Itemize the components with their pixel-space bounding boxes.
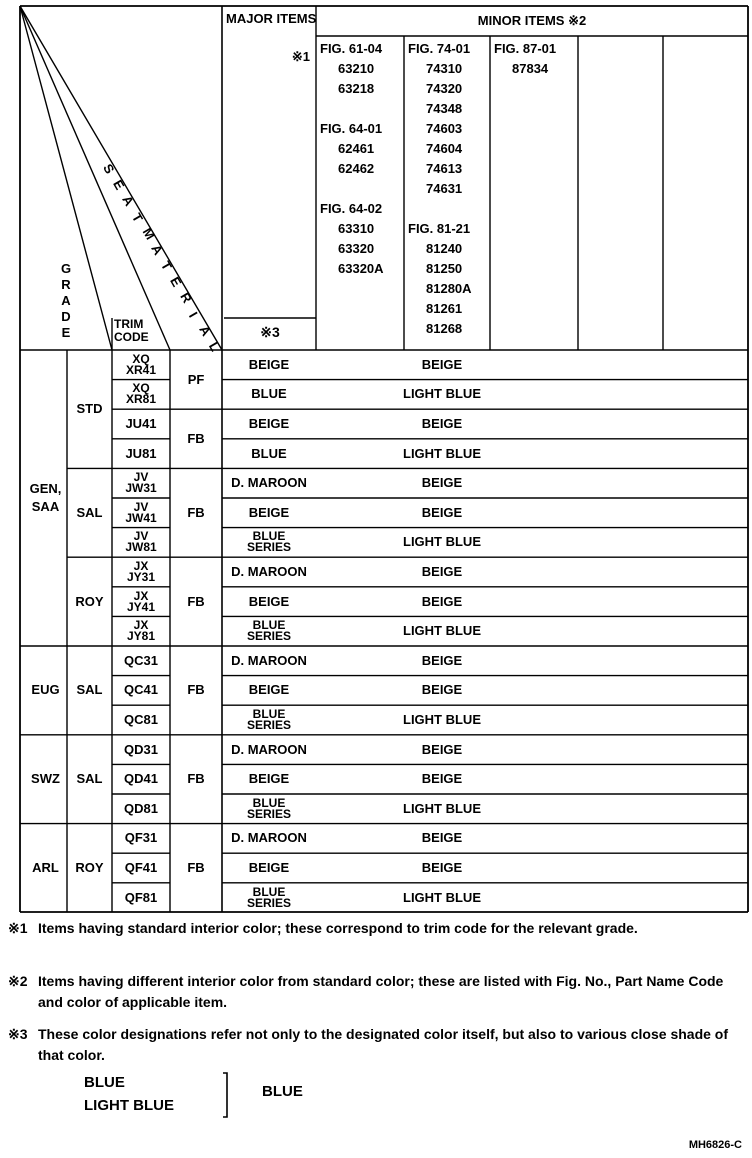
seat-material-letter: A	[119, 193, 138, 209]
trim-code-line: JV	[133, 499, 149, 514]
minor-item-line: 63320	[338, 241, 375, 256]
seat-material-letter: A	[196, 322, 215, 339]
subgrade-cell: SAL	[76, 771, 103, 787]
trim-code-cell: JU41	[125, 415, 157, 431]
minor-item-column	[408, 39, 472, 339]
major-color-cell: D. MAROON	[231, 652, 307, 668]
color-group-result: BLUE	[262, 1083, 303, 1100]
minor-item-line: 81280A	[426, 281, 472, 296]
subgrade-cell: SAL	[76, 682, 103, 698]
trim-code-line: JX	[133, 558, 149, 573]
minor-color-cell: BEIGE	[421, 356, 463, 372]
trim-code-line: JW41	[125, 510, 157, 525]
trim-code-cell: QD41	[124, 771, 158, 787]
footnote	[8, 918, 748, 964]
trim-code-line: JV	[133, 529, 149, 544]
footnote-text: Items having different interior color from standard color; these are listed with Fig. No., Part Name Code and color of applicable item.	[38, 973, 724, 1010]
trim-code-line: XR41	[125, 362, 157, 377]
minor-color-cell: LIGHT BLUE	[403, 800, 481, 816]
major-color-cell: BEIGE	[248, 682, 290, 698]
major-color-cell: D. MAROON	[231, 741, 307, 757]
seat-material-letter: S	[100, 161, 118, 177]
subgrade-cell: SAL	[76, 504, 103, 520]
document-code: MH6826-C	[688, 1139, 742, 1151]
subgrade-cell: ROY	[75, 859, 104, 875]
minor-item-line: FIG. 74-01	[408, 41, 471, 56]
minor-color-cell: LIGHT BLUE	[403, 386, 481, 402]
major-color-cell: BEIGE	[248, 859, 290, 875]
grade-cell: SWZ	[31, 771, 60, 787]
major-color-cell: BLUE	[251, 386, 287, 402]
minor-item-line: 63218	[338, 81, 375, 96]
seat-material-letter: E	[167, 274, 185, 290]
major-color-cell: BEIGE	[248, 771, 290, 787]
major-color-cell: BEIGE	[248, 415, 290, 431]
trim-code-cell	[112, 616, 170, 646]
grade-letter: R	[61, 277, 71, 292]
minor-item-line: 74320	[426, 81, 463, 96]
trim-code-cell	[112, 528, 170, 558]
minor-color-cell: BEIGE	[421, 504, 463, 520]
minor-item-line: 81261	[426, 301, 463, 316]
trim-code-line: JX	[133, 618, 149, 633]
grade-letter: A	[61, 293, 71, 308]
major-color-cell: D. MAROON	[231, 475, 307, 491]
seat-material-letter: L	[205, 339, 223, 354]
trim-code-line: JY81	[126, 629, 156, 644]
major-color-cell	[222, 705, 316, 735]
major-color-line: SERIES	[246, 540, 291, 555]
minor-color-cell: BEIGE	[421, 415, 463, 431]
minor-item-line: 81268	[426, 321, 463, 336]
major-color-line: SERIES	[246, 895, 291, 910]
minor-item-line: 74604	[426, 141, 463, 156]
seat-material-cell: FB	[187, 504, 205, 520]
major-color-line: SERIES	[246, 717, 291, 732]
trim-code-header: TRIM CODE	[114, 317, 149, 344]
trim-code-line: XQ	[132, 351, 150, 366]
seat-material-letter: A	[148, 241, 167, 258]
minor-item-line: 81240	[426, 241, 463, 256]
major-color-cell	[222, 794, 316, 824]
trim-code-line: JX	[133, 588, 149, 603]
minor-item-line: FIG. 61-04	[320, 41, 383, 56]
footnote-text: Items having standard interior color; these correspond to trim code for the relevant grade.	[38, 920, 638, 936]
trim-code-line: JY31	[126, 569, 156, 584]
minor-item-line: 74348	[426, 101, 463, 116]
trim-code-cell: QF81	[124, 889, 158, 905]
major-items-header: MAJOR ITEMS	[226, 11, 317, 26]
trim-code-cell: QD31	[124, 741, 158, 757]
seat-material-cell: PF	[187, 371, 205, 387]
seat-material-letter: I	[185, 309, 201, 320]
major-color-cell	[222, 616, 316, 646]
major-color-cell	[222, 528, 316, 558]
minor-color-cell: LIGHT BLUE	[403, 445, 481, 461]
major-color-cell: BEIGE	[248, 593, 290, 609]
minor-item-line: FIG. 87-01	[494, 41, 557, 56]
subgrade-cell: ROY	[75, 593, 104, 609]
footnote	[8, 1024, 748, 1070]
major-color-cell	[222, 883, 316, 913]
seat-material-cell: FB	[187, 859, 205, 875]
trim-code-cell: QF31	[124, 830, 158, 846]
trim-code-cell: QD81	[124, 800, 158, 816]
seat-material-cell: FB	[187, 771, 205, 787]
color-group-item: BLUE	[84, 1074, 125, 1091]
minor-color-cell: BEIGE	[421, 593, 463, 609]
minor-item-line: 74603	[426, 121, 463, 136]
brace-icon	[220, 1072, 234, 1118]
seat-material-cell: FB	[187, 682, 205, 698]
minor-color-cell: BEIGE	[421, 859, 463, 875]
seat-material-letter: M	[139, 225, 158, 242]
minor-item-line: 63320A	[338, 261, 384, 276]
minor-color-cell: LIGHT BLUE	[403, 711, 481, 727]
trim-code-cell: QC81	[124, 711, 158, 727]
trim-code-line: XR81	[125, 392, 157, 407]
subgrade-cell: STD	[76, 401, 103, 417]
minor-item-line: 74613	[426, 161, 463, 176]
major-color-line: BLUE	[252, 884, 286, 899]
major-color-line: SERIES	[246, 806, 291, 821]
major-color-cell: BLUE	[251, 445, 287, 461]
minor-item-line: 62461	[338, 141, 375, 156]
minor-item-line: 74310	[426, 61, 463, 76]
trim-code-cell	[112, 350, 170, 380]
major-color-cell: D. MAROON	[231, 830, 307, 846]
major-color-cell: BEIGE	[248, 356, 290, 372]
seat-material-cell: FB	[187, 593, 205, 609]
grade-cell: EUG	[31, 682, 60, 698]
trim-code-line: JV	[133, 470, 149, 485]
trim-code-line: JY41	[126, 599, 156, 614]
minor-item-line	[320, 99, 384, 119]
footnote-mark: ※2	[8, 973, 28, 989]
minor-color-cell: BEIGE	[421, 682, 463, 698]
trim-code-cell	[112, 468, 170, 498]
seat-material-letter: T	[128, 210, 146, 225]
minor-item-line: 63310	[338, 221, 375, 236]
grade-letter: D	[61, 309, 71, 324]
color-mark-header: ※3	[260, 324, 280, 340]
major-color-line: BLUE	[252, 529, 286, 544]
major-color-cell: D. MAROON	[231, 563, 307, 579]
trim-code-cell: QC31	[124, 652, 158, 668]
grade-letter: E	[61, 325, 71, 340]
minor-color-cell: BEIGE	[421, 741, 463, 757]
minor-color-cell: BEIGE	[421, 652, 463, 668]
trim-code-line: JW31	[125, 481, 157, 496]
minor-item-line: 62462	[338, 161, 375, 176]
minor-color-cell: LIGHT BLUE	[403, 534, 481, 550]
seat-material-letter: T	[157, 258, 175, 274]
major-color-line: SERIES	[246, 629, 291, 644]
minor-item-line: 74631	[426, 181, 463, 196]
trim-code-cell	[112, 557, 170, 587]
footnote-mark: ※3	[8, 1026, 28, 1042]
seat-material-letter: E	[109, 177, 128, 193]
minor-color-cell: BEIGE	[421, 475, 463, 491]
minor-item-line: 87834	[512, 61, 549, 76]
major-color-line: BLUE	[252, 618, 286, 633]
minor-color-cell: LIGHT BLUE	[403, 889, 481, 905]
minor-color-cell: BEIGE	[421, 563, 463, 579]
footnote	[8, 971, 748, 1017]
minor-color-cell: BEIGE	[421, 830, 463, 846]
major-items-mark: ※1	[291, 49, 310, 64]
minor-item-line: 63210	[338, 61, 375, 76]
trim-code-cell	[112, 587, 170, 617]
grade-letter: G	[60, 261, 72, 276]
minor-item-line	[320, 179, 384, 199]
trim-code-line: XQ	[132, 381, 150, 396]
minor-item-column	[494, 39, 556, 79]
major-color-line: BLUE	[252, 706, 286, 721]
minor-item-line: 81250	[426, 261, 463, 276]
color-group-items	[84, 1071, 174, 1117]
minor-color-cell: LIGHT BLUE	[403, 623, 481, 639]
trim-code-cell: QF41	[124, 859, 158, 875]
seat-material-letter: R	[177, 290, 196, 307]
footnote-mark: ※1	[8, 920, 28, 936]
trim-code-cell	[112, 380, 170, 410]
minor-item-line	[408, 199, 472, 219]
trim-code-cell: QC41	[124, 682, 158, 698]
footnote-text: These color designations refer not only to the designated color itself, but also to various close shade of that color.	[38, 1026, 729, 1063]
minor-item-line: FIG. 81-21	[408, 221, 471, 236]
minor-item-line: FIG. 64-01	[320, 121, 383, 136]
grade-cell: ARL	[32, 859, 59, 875]
trim-code-line: JW81	[125, 540, 157, 555]
minor-color-cell: BEIGE	[421, 771, 463, 787]
grade-cell: GEN, SAA	[29, 481, 62, 514]
minor-item-line: FIG. 64-02	[320, 201, 383, 216]
seat-material-cell: FB	[187, 430, 205, 446]
trim-code-cell: JU81	[125, 445, 157, 461]
major-color-cell: BEIGE	[248, 504, 290, 520]
color-group-item: LIGHT BLUE	[84, 1097, 174, 1114]
minor-item-column	[320, 39, 384, 279]
trim-code-cell	[112, 498, 170, 528]
major-color-line: BLUE	[252, 795, 286, 810]
minor-items-header: MINOR ITEMS ※2	[477, 13, 587, 28]
